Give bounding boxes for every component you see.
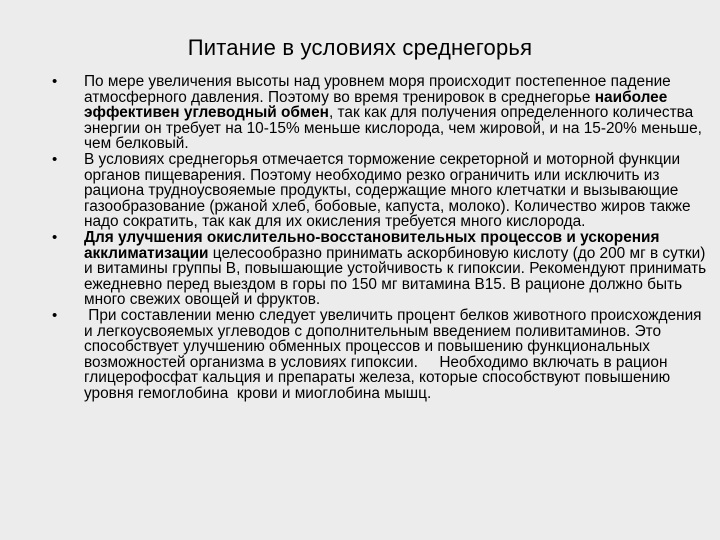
bullet-item-3 bbox=[52, 230, 714, 308]
bullet-text bbox=[84, 151, 691, 230]
bullet-text bbox=[84, 73, 702, 152]
bullet-item-4 bbox=[52, 308, 714, 402]
bullet-item-2 bbox=[52, 152, 714, 230]
bullet-icon: • bbox=[52, 228, 58, 246]
bullet-list bbox=[52, 74, 714, 401]
bullet-icon: • bbox=[52, 73, 58, 90]
bullet-item-1 bbox=[52, 74, 714, 152]
bullet-text-emphasis: наиболее эффективен углеводный обмен bbox=[84, 88, 668, 122]
bullet-icon: • bbox=[52, 150, 58, 168]
bullet-text-part: В условиях среднегорья отмечается торможение секреторной и моторной функции органов пищеварения. Поэтому необходимо резко ограничить или исключить из рациона трудноусвояемые продукты, содержащие много клетчатки и вызывающие газообразование (ржаной хлеб, бобовые, капуста, молоко). Количество жиров также надо сократить, так как для их окисления требуется много кислорода. bbox=[84, 150, 691, 231]
bullet-text-emphasis: Для улучшения окислительно-восстановительных процессов и ускорения акклиматизации bbox=[84, 228, 660, 262]
bullet-text-part: , так как для получения определенного количества энергии он требует на 10-15% меньше кислорода, чем жировой, и на 15-20% меньше, чем белковый. bbox=[84, 104, 702, 153]
bullet-text-part: При составлении меню следует увеличить процент белков животного происхождения и легкоусвояемых углеводов с дополнительным введением поливитаминов. Это способствует улучшению обменных процессов и повышению функциональных возможностей организма в условиях гипоксии. Необходимо включать в рацион глицерофосфат кальция и препараты железа, которые способствуют повышению уровня гемоглобина крови и миоглобина мышц. bbox=[84, 306, 706, 402]
bullet-icon: • bbox=[52, 306, 58, 324]
slide-title: Питание в условиях среднегорья bbox=[187, 35, 533, 60]
bullet-text-part: целесообразно принимать аскорбиновую кислоту (до 200 мг в сутки) и витамины группы В, повышающие устойчивость к гипоксии. Рекомендуют принимать ежедневно перед выездом в горы по 150 мг витамина В15. В рационе должно быть много свежих овощей и фруктов. bbox=[84, 244, 707, 309]
bullet-text bbox=[84, 229, 706, 308]
bullet-text-part: По мере увеличения высоты над уровнем моря происходит постепенное падение атмосферного давления. Поэтому во время тренировок в среднегорье bbox=[84, 73, 671, 106]
bullet-text bbox=[84, 307, 706, 402]
